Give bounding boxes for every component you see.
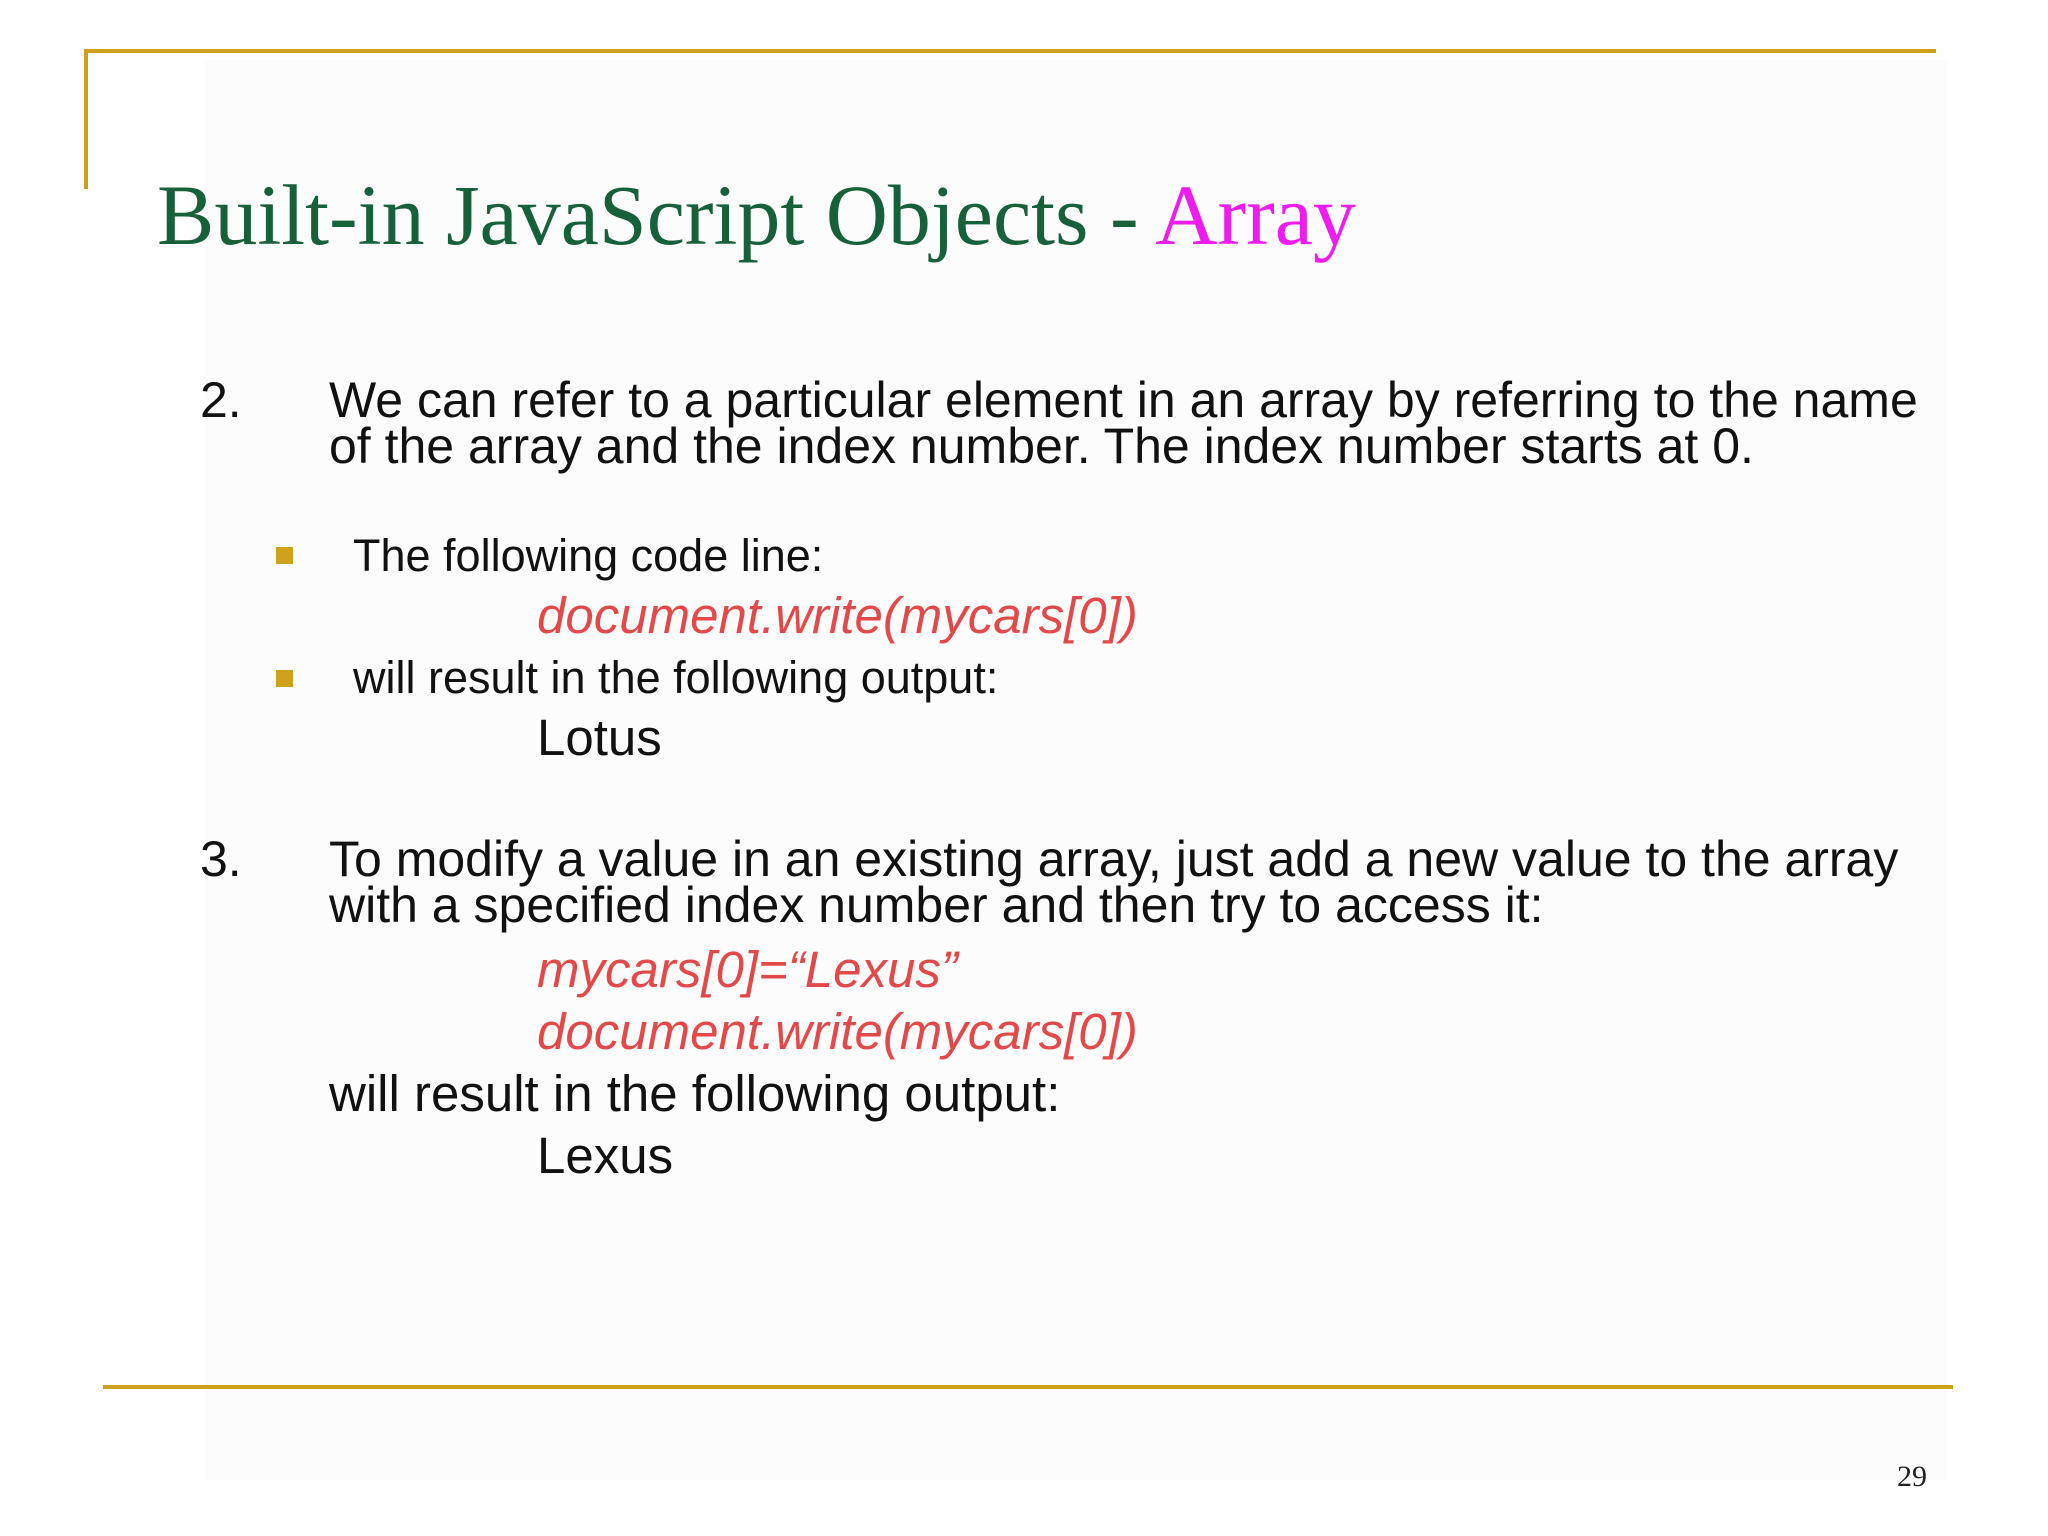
item-3-result-label: will result in the following output: bbox=[329, 1065, 1061, 1122]
slide-title bbox=[157, 167, 1356, 263]
square-bullet-icon bbox=[276, 670, 293, 687]
title-main: Built-in JavaScript Objects - bbox=[157, 167, 1156, 263]
left-rule bbox=[84, 49, 88, 189]
item-3-text: To modify a value in an existing array, just add a new value to the array with a specified index number and then try to access it: bbox=[329, 831, 1899, 933]
item-3-code-2: document.write(mycars[0]) bbox=[537, 1003, 1138, 1060]
bottom-rule bbox=[103, 1385, 1953, 1389]
top-rule bbox=[84, 49, 1936, 53]
slide-background bbox=[205, 60, 1947, 1480]
item-2-bullet-1: The following code line: bbox=[353, 530, 824, 581]
title-accent: Array bbox=[1155, 167, 1356, 263]
page-number: 29 bbox=[1897, 1460, 1927, 1493]
item-2-code: document.write(mycars[0]) bbox=[537, 587, 1138, 644]
item-3-output: Lexus bbox=[537, 1127, 674, 1184]
item-3-number: 3. bbox=[200, 831, 242, 887]
square-bullet-icon bbox=[276, 547, 293, 564]
item-3-code-1: mycars[0]=“Lexus” bbox=[537, 941, 958, 998]
item-2-bullet-2: will result in the following output: bbox=[353, 652, 999, 703]
item-2-number: 2. bbox=[200, 372, 242, 428]
item-2-text: We can refer to a particular element in an array by referring to the name of the array and the index number. The index number starts at 0. bbox=[329, 372, 1918, 474]
item-2-output: Lotus bbox=[537, 709, 662, 766]
